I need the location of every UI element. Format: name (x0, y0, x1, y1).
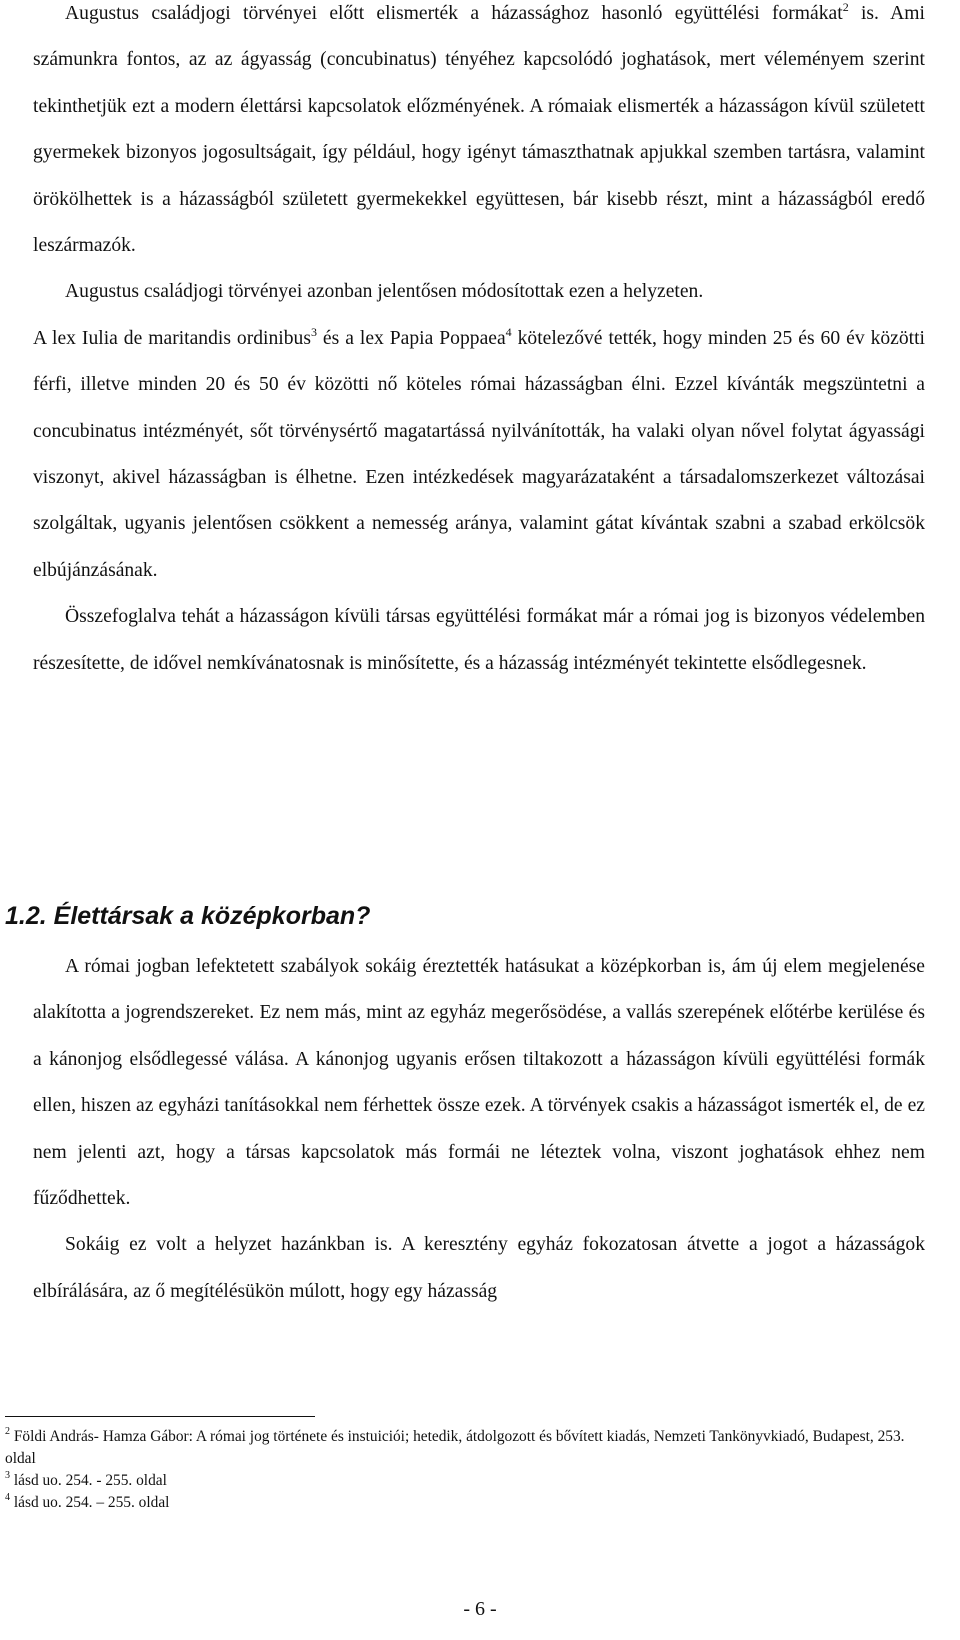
section-heading: 1.2. Élettársak a középkorban? (5, 902, 371, 930)
section-1-text (33, 0, 925, 687)
section-2-text (33, 944, 925, 1315)
paragraph: Augustus családjogi törvényei azonban jelentősen módosítottak ezen a helyzeten. (65, 281, 704, 303)
footnote-ref-2[interactable]: 2 (842, 0, 849, 14)
paragraph: Összefoglalva tehát a házasságon kívüli társas együttélési formákat már a római jog is bizonyos védelemben részesítette, de idővel nemkívánatosnak is minősítette, és a házasság intézményét tekintette elsődlegesnek. (33, 606, 925, 674)
footnote-ref-4[interactable]: 4 (505, 324, 512, 339)
footnotes (5, 1426, 925, 1514)
paragraph: Augustus családjogi törvényei előtt elismerték a házassághoz hasonló együttélési formákat$^2$ is. Ami számunkra fontos, az az ágyasság (concubinatus) tényéhez kapcsolódó joghatások, mert véleményem szerint tekinthetjük ezt a modern élettársi kapcsolatok előzményének. A rómaiak elismerték a házasságon kívül született gyermekek bizonyos jogosultságait, így például, hogy igényt támaszthatnak apjukkal szemben tartásra, valamint örökölhettek is a házasságból született gyermekekkel együttesen, bár kisebb részt, mint a házasságból eredő leszármazók. (33, 0, 925, 257)
footnote: $^2$ Földi András- Hamza Gábor: A római jog története és instuiciói; hetedik, átdolgozott és bővített kiadás, Nemzeti Tankönyvkiadó, Budapest, 253. oldal (5, 1426, 905, 1467)
footnote: $^4$ lásd uo. 254. – 255. oldal (5, 1492, 170, 1511)
paragraph: A lex Iulia de maritandis ordinibus$^3$ és a lex Papia Poppaea$^4$ kötelezővé tették, hogy minden 25 és 60 év közötti férfi, illetve minden 20 és 50 év közötti nő köteles római házasságban élni. Ezzel kívánták megszüntetni a concubinatus intézményét, sőt törvénysértő magatartássá nyilvánították, ha valaki olyan nővel folytat ágyassági viszonyt, akivel házasságban is élhetne. Ezen intézkedések magyarázataként a társadalomszerkezet változásai szolgáltak, ugyanis jelentősen csökkent a nemesség aránya, valamint gátat kívántak szabni a szabad erkölcsök elbújánzásának. (33, 324, 925, 581)
paragraph: Sokáig ez volt a helyzet hazánkban is. A keresztény egyház fokozatosan átvette a jogot a házasságok elbírálására, az ő megítélésükön múlott, hogy egy házasság (33, 1234, 925, 1302)
page-number: - 6 - (463, 1598, 497, 1620)
footnote-separator (5, 1416, 315, 1417)
footnote: $^3$ lásd uo. 254. - 255. oldal (5, 1470, 167, 1489)
footnote-ref-3[interactable]: 3 (310, 324, 317, 339)
paragraph: A római jogban lefektetett szabályok sokáig éreztették hatásukat a középkorban is, ám új elem megjelenése alakította a jogrendszereket. Ez nem más, mint az egyház megerősödése, a vallás szerepének előtérbe kerülése és a kánonjog elsődlegessé válása. A kánonjog ugyanis erősen tiltakozott a házasságon kívüli együttélési formák ellen, hiszen az egyházi tanításokkal nem férhettek össze ezek. A törvények csakis a házasságot ismerték el, de ez nem jelenti azt, hogy a társas kapcsolatok más formái ne léteztek volna, viszont joghatások ehhez nem fűződhettek. (33, 956, 925, 1210)
